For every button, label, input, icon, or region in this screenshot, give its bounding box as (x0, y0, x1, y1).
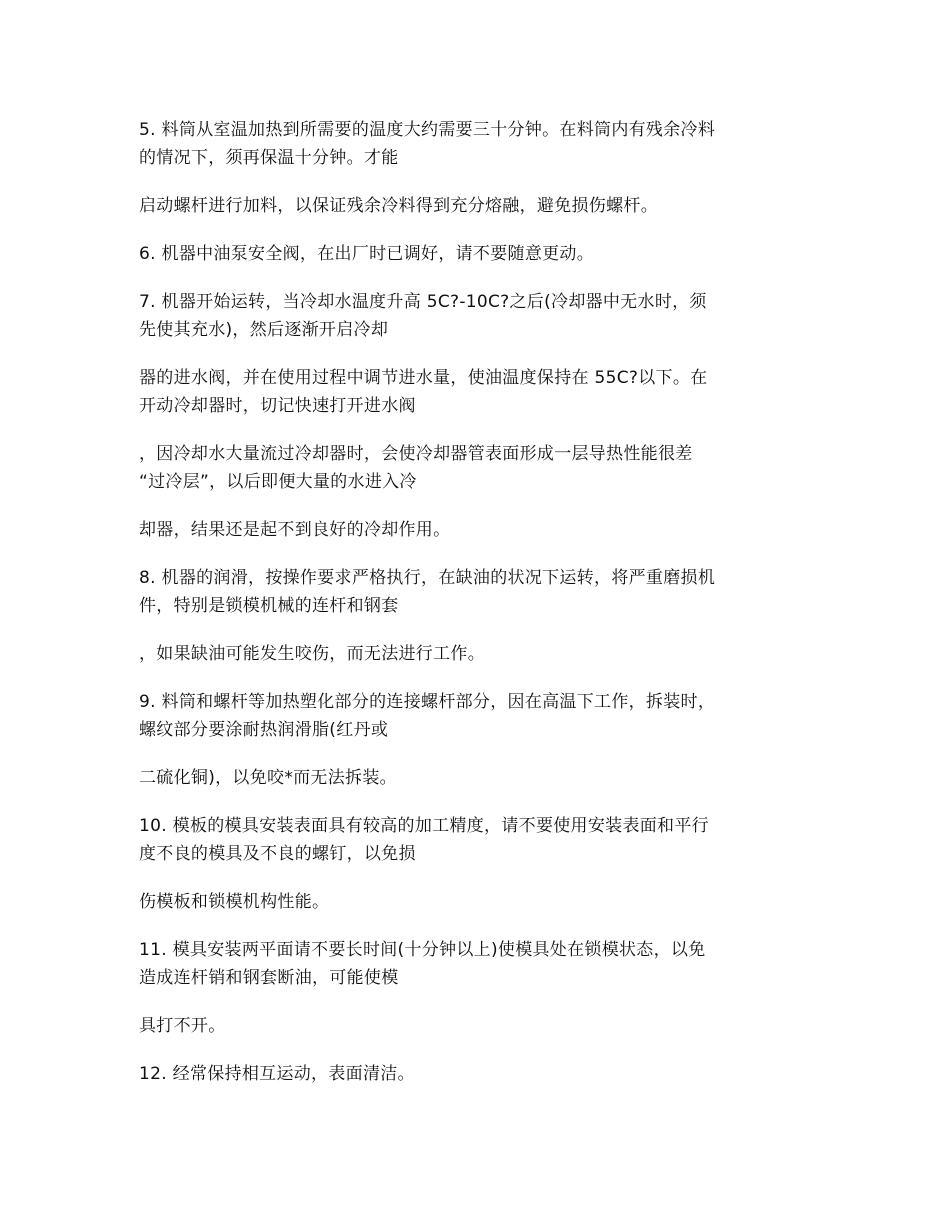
paragraph-line: 启动螺杆进行加料，以保证残余冷料得到充分熔融，避免损伤螺杆。 (139, 196, 658, 216)
document-body (139, 116, 814, 1108)
paragraph-line: 伤模板和锁模机构性能。 (139, 892, 330, 912)
paragraph-line: 先使其充水)，然后逐渐开启冷却 (139, 320, 389, 340)
paragraph-line: 12. 经常保持相互运动，表面清洁。 (139, 1064, 415, 1084)
paragraph-15 (139, 1012, 814, 1040)
paragraph-line: 件，特别是锁模机械的连杆和钢套 (139, 596, 399, 616)
paragraph-4 (139, 288, 814, 344)
paragraph-line: 6. 机器中油泵安全阀，在出厂时已调好，请不要随意更动。 (139, 244, 595, 264)
paragraph-2 (139, 192, 814, 220)
paragraph-line: 9. 料筒和螺杆等加热塑化部分的连接螺杆部分，因在高温下工作，拆装时， (139, 692, 716, 712)
paragraph-9 (139, 640, 814, 668)
paragraph-3 (139, 240, 814, 268)
paragraph-8 (139, 564, 814, 620)
paragraph-5 (139, 364, 814, 420)
paragraph-line: 的情况下，须再保温十分钟。才能 (139, 148, 399, 168)
paragraph-16 (139, 1060, 814, 1088)
paragraph-11 (139, 764, 814, 792)
paragraph-line: 5. 料筒从室温加热到所需要的温度大约需要三十分钟。在料筒内有残余冷料 (139, 120, 716, 140)
paragraph-line: 7. 机器开始运转，当冷却水温度升高 5C?-10C?之后(冷却器中无水时，须 (139, 292, 707, 312)
paragraph-line: 开动冷却器时，切记快速打开进水阀 (139, 396, 416, 416)
paragraph-10 (139, 688, 814, 744)
paragraph-line: 度不良的模具及不良的螺钉，以免损 (139, 844, 416, 864)
paragraph-12 (139, 812, 814, 868)
paragraph-line: ，如果缺油可能发生咬伤，而无法进行工作。 (139, 644, 485, 664)
paragraph-line: 却器，结果还是起不到良好的冷却作用。 (139, 520, 451, 540)
paragraph-line: 二硫化铜)，以免咬*而无法拆装。 (139, 768, 397, 788)
paragraph-line: 8. 机器的润滑，按操作要求严格执行，在缺油的状况下运转，将严重磨损机 (139, 568, 716, 588)
paragraph-line: 器的进水阀，并在使用过程中调节进水量，使油温度保持在 55C?以下。在 (139, 368, 708, 388)
paragraph-line: “过冷层”，以后即便大量的水进入冷 (139, 472, 417, 492)
paragraph-line: 造成连杆销和钢套断油，可能使模 (139, 968, 399, 988)
paragraph-line: 具打不开。 (139, 1016, 226, 1036)
paragraph-1 (139, 116, 814, 172)
paragraph-line: 螺纹部分要涂耐热润滑脂(红丹或 (139, 720, 389, 740)
paragraph-line: ，因冷却水大量流过冷却器时，会使冷却器管表面形成一层导热性能很差 (139, 444, 693, 464)
paragraph-13 (139, 888, 814, 916)
paragraph-6 (139, 440, 814, 496)
paragraph-line: 10. 模板的模具安装表面具有较高的加工精度，请不要使用安装表面和平行 (139, 816, 709, 836)
paragraph-line: 11. 模具安装两平面请不要长时间(十分钟以上)使模具处在锁模状态，以免 (139, 940, 706, 960)
paragraph-14 (139, 936, 814, 992)
paragraph-7 (139, 516, 814, 544)
